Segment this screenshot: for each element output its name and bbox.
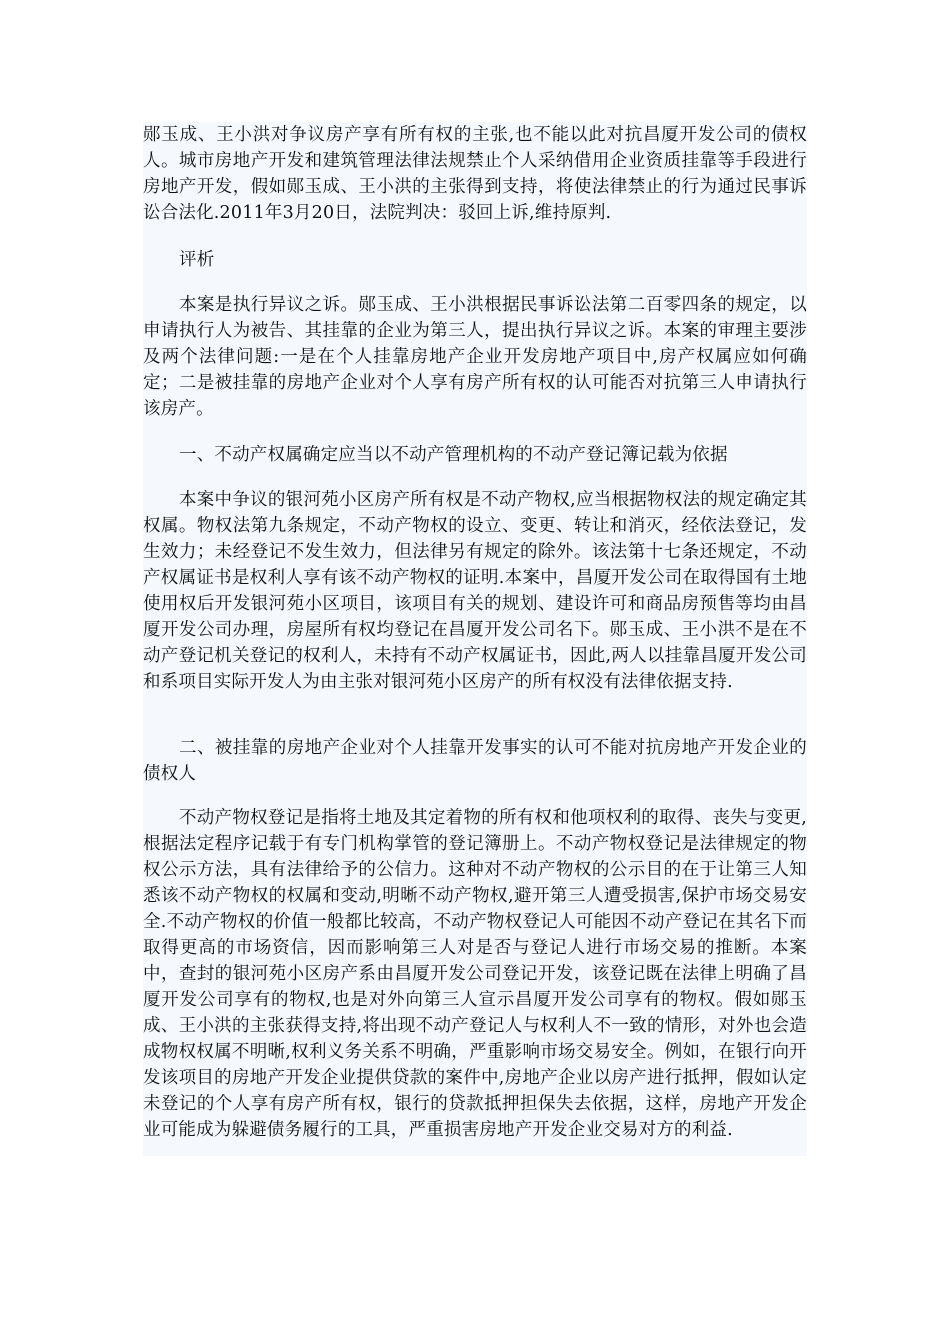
heading-section-1: 一、不动产权属确定应当以不动产管理机构的不动产登记簿记载为依据 [179,445,728,465]
document-body [143,122,807,1156]
paragraph-ruling: 郧玉成、王小洪对争议房产享有所有权的主张,也不能以此对抗昌厦开发公司的债权人。城市房地产开发和建筑管理法律法规禁止个人采纳借用企业资质挂靠等手段进行房地产开发，假如郧玉成、王小洪的主张得到支持，将使法律禁止的行为通过民事诉讼合法化.2011年3月20日，法院判决：驳回上诉,维持原判. [143,125,807,223]
paragraph-case-summary: 本案是执行异议之诉。郧玉成、王小洪根据民事诉讼法第二百零四条的规定，以申请执行人为被告、其挂靠的企业为第三人，提出执行异议之诉。本案的审理主要涉及两个法律问题:一是在个人挂靠房地产企业开发房地产项目中,房产权属应如何确定；二是被挂靠的房地产企业对个人享有房产所有权的认可能否对抗第三人申请执行该房产。 [143,295,807,419]
paragraph-section-2: 不动产物权登记是指将土地及其定着物的所有权和他项权利的取得、丧失与变更,根据法定程序记载于有专门机构掌管的登记簿册上。不动产物权登记是法律规定的物权公示方法，具有法律给予的公信力。这种对不动产物权的公示目的在于让第三人知悉该不动产物权的权属和变动,明晰不动产物权,避开第三人遭受损害,保护市场交易安全.不动产物权的价值一般都比较高，不动产物权登记人可能因不动产登记在其名下而取得更高的市场资信，因而影响第三人对是否与登记人进行市场交易的推断。本案中，查封的银河苑小区房产系由昌厦开发公司登记开发，该登记既在法律上明确了昌厦开发公司享有的物权,也是对外向第三人宣示昌厦开发公司享有的物权。假如郧玉成、王小洪的主张获得支持,将出现不动产登记人与权利人不一致的情形，对外也会造成物权权属不明晰,权利义务关系不明确，严重影响市场交易安全。例如，在银行向开发该项目的房地产开发企业提供贷款的案件中,房地产企业以房产进行抵押，假如认定未登记的个人享有房产所有权，银行的贷款抵押担保失去依据，这样，房地产开发企业可能成为躲避债务履行的工具，严重损害房地产开发企业交易对方的利益. [143,808,807,1140]
heading-section-2: 二、被挂靠的房地产企业对个人挂靠开发事实的认可不能对抗房地产开发企业的债权人 [143,738,807,784]
heading-commentary: 评析 [179,250,215,270]
paragraph-section-1: 本案中争议的银河苑小区房产所有权是不动产物权,应当根据物权法的规定确定其权属。物权法第九条规定，不动产物权的设立、变更、转让和消灭，经依法登记，发生效力；未经登记不发生效力，但法律另有规定的除外。该法第十七条还规定，不动产权属证书是权利人享有该不动产物权的证明.本案中，昌厦开发公司在取得国有土地使用权后开发银河苑小区项目，该项目有关的规划、建设许可和商品房预售等均由昌厦开发公司办理，房屋所有权均登记在昌厦开发公司名下。郧玉成、王小洪不是在不动产登记机关登记的权利人，未持有不动产权属证书，因此,两人以挂靠昌厦开发公司和系项目实际开发人为由主张对银河苑小区房产的所有权没有法律依据支持. [143,490,807,692]
